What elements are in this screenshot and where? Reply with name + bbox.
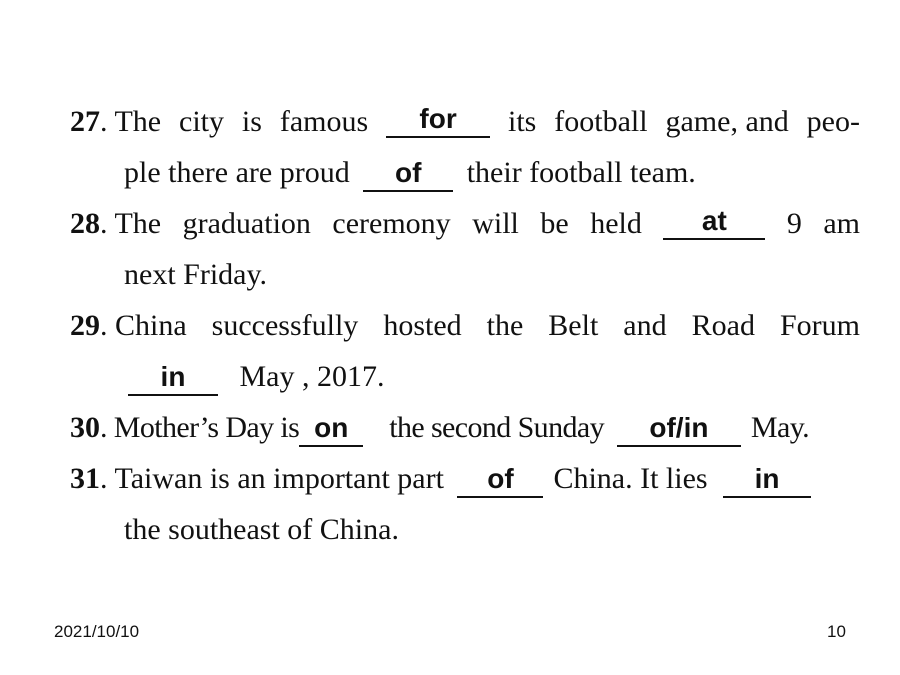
q27-answer-1: for bbox=[386, 102, 490, 138]
q28-number: 28 bbox=[70, 207, 100, 240]
q27-answer-2: of bbox=[363, 156, 453, 192]
q29-number: 29 bbox=[70, 309, 100, 342]
q28-word: am bbox=[823, 207, 860, 240]
q29-word: successfully bbox=[211, 309, 359, 342]
q29-word: . China bbox=[100, 309, 187, 342]
q27-line-1 bbox=[70, 102, 860, 142]
q27-word: famous bbox=[279, 105, 369, 138]
q29-word: the bbox=[486, 309, 524, 342]
q28-line-1 bbox=[70, 204, 860, 244]
q28-word: held bbox=[590, 207, 642, 240]
q30-line-1 bbox=[70, 408, 809, 448]
q30-answer-1: on bbox=[299, 411, 363, 447]
q28-word: 9 bbox=[786, 207, 802, 240]
q30-text: the second Sunday bbox=[389, 411, 604, 444]
q29-word: Forum bbox=[779, 309, 860, 342]
q27-word: game bbox=[665, 105, 731, 138]
q31-number: 31 bbox=[70, 462, 100, 495]
q29-word: Belt bbox=[548, 309, 599, 342]
q27-word: peo- bbox=[806, 105, 860, 138]
q29-word: and bbox=[623, 309, 667, 342]
q31-answer-2: in bbox=[723, 462, 811, 498]
page-number: 10 bbox=[827, 622, 846, 641]
q27-number: 27 bbox=[70, 105, 100, 138]
q29-word: Road bbox=[691, 309, 755, 342]
q29-text: May , 2017. bbox=[239, 360, 385, 393]
q27-line-2 bbox=[124, 153, 696, 193]
q28-word: . The bbox=[100, 207, 162, 240]
q28-word: will bbox=[472, 207, 519, 240]
q27-word: , and bbox=[730, 105, 789, 138]
footer-date: 2021/10/10 bbox=[54, 622, 140, 641]
q28-word: ceremony bbox=[332, 207, 451, 240]
q31-line-2: the southeast of China. bbox=[124, 513, 399, 546]
q27-text: ple there are proud bbox=[124, 156, 350, 189]
q31-line-1 bbox=[70, 459, 811, 499]
q29-line-1 bbox=[70, 306, 860, 346]
q30-text: May. bbox=[750, 411, 810, 444]
q28-line-2: next Friday. bbox=[124, 258, 268, 291]
q28-word: be bbox=[540, 207, 569, 240]
q27-word: city bbox=[179, 105, 225, 138]
q31-text: . Taiwan is an important part bbox=[100, 462, 444, 495]
q27-word: . The bbox=[100, 105, 162, 138]
q31-answer-1: of bbox=[457, 462, 543, 498]
q27-word: its bbox=[507, 105, 537, 138]
q28-answer-1: at bbox=[663, 204, 765, 240]
q30-text: . Mother’s Day is bbox=[100, 411, 300, 444]
q27-word: football bbox=[554, 105, 648, 138]
q30-answer-2: of/in bbox=[617, 411, 741, 447]
q27-word: is bbox=[241, 105, 262, 138]
q29-word: hosted bbox=[383, 309, 462, 342]
q29-line-2 bbox=[128, 357, 385, 397]
q28-word: graduation bbox=[182, 207, 311, 240]
q29-answer-1: in bbox=[128, 360, 218, 396]
q27-text: their football team. bbox=[466, 156, 696, 189]
q30-number: 30 bbox=[70, 411, 100, 444]
q31-text: China. It lies bbox=[553, 462, 708, 495]
